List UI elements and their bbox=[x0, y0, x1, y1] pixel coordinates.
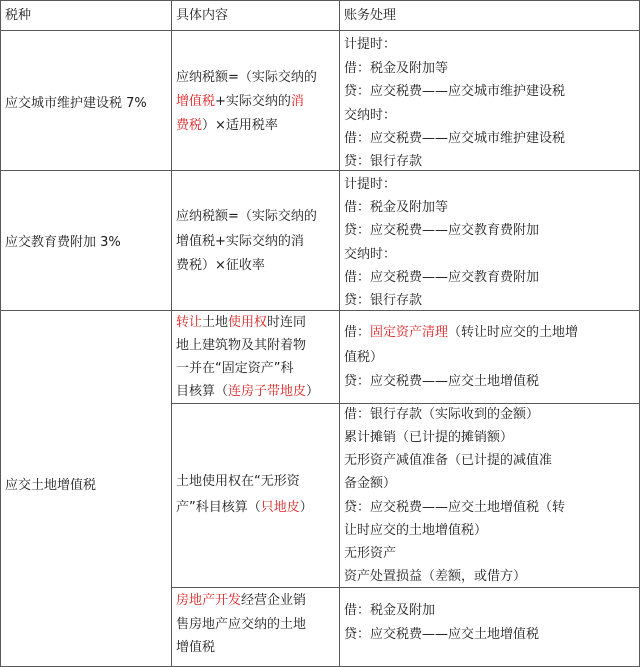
header-accounting: 账务处理 bbox=[344, 8, 397, 23]
accounting-line: 贷：应交税费——应交土地增值税（转 bbox=[344, 500, 566, 515]
content-line bbox=[176, 118, 278, 134]
tax-type-cell: 应交土地增值税 bbox=[5, 478, 97, 493]
highlight-text: 消 bbox=[290, 94, 304, 109]
text-segment: ） bbox=[299, 500, 313, 515]
text-segment: 时连同 bbox=[267, 315, 307, 330]
content-line: 增值税 bbox=[176, 640, 216, 655]
accounting-line: 借：应交税费——应交教育费附加 bbox=[344, 270, 540, 285]
accounting-line: 交纳时： bbox=[344, 247, 397, 262]
content-line: 应纳税额=（实际交纳的 bbox=[176, 209, 317, 224]
column-divider bbox=[339, 0, 340, 667]
text-segment: 借： bbox=[344, 325, 371, 340]
accounting-line: 借：税金及附加等 bbox=[344, 61, 449, 76]
sub-row-divider bbox=[171, 403, 640, 404]
accounting-line: 备金额） bbox=[344, 476, 397, 491]
accounting-line: 累计摊销（已计提的摊销额） bbox=[344, 430, 514, 445]
content-line bbox=[176, 94, 304, 110]
accounting-line: 让时应交的土地增值税） bbox=[344, 523, 488, 538]
accounting-line: 交纳时： bbox=[344, 108, 397, 123]
accounting-line: 借：银行存款（实际收到的金额） bbox=[344, 407, 540, 422]
accounting-line: 贷：应交税费——应交教育费附加 bbox=[344, 223, 540, 238]
accounting-line: 资产处置损益（差额，或借方） bbox=[344, 569, 527, 584]
accounting-line: 借：应交税费——应交城市维护建设税 bbox=[344, 131, 566, 146]
accounting-line: 值税） bbox=[344, 350, 384, 365]
column-divider bbox=[171, 0, 172, 667]
text-segment: （转让时应交的土地增 bbox=[448, 325, 579, 340]
highlight-text: 使用权 bbox=[228, 315, 268, 330]
content-line bbox=[176, 593, 306, 609]
sub-row-divider bbox=[171, 587, 640, 588]
accounting-line: 无形资产 bbox=[344, 546, 397, 561]
text-segment: ）×适用税率 bbox=[202, 118, 278, 133]
row-divider bbox=[0, 170, 640, 171]
tax-type-cell: 应交教育费附加 3% bbox=[5, 235, 121, 250]
header-content: 具体内容 bbox=[176, 8, 229, 23]
content-line: 土地使用权在“无形资 bbox=[176, 474, 300, 489]
accounting-line: 无形资产减值准备（已计提的减值准 bbox=[344, 453, 553, 468]
accounting-line bbox=[344, 325, 578, 341]
content-line: 增值税+实际交纳的消 bbox=[176, 234, 304, 249]
highlight-text: 费税 bbox=[176, 118, 203, 133]
content-line bbox=[176, 384, 319, 400]
text-segment: ） bbox=[306, 384, 320, 399]
content-line: 地上建筑物及其附着物 bbox=[176, 338, 307, 353]
row-divider bbox=[0, 310, 640, 311]
content-line: 应纳税额=（实际交纳的 bbox=[176, 70, 317, 85]
highlight-text: 增值税 bbox=[176, 94, 216, 109]
highlight-text: 只地皮 bbox=[260, 500, 300, 515]
accounting-line: 贷：应交税费——应交城市维护建设税 bbox=[344, 84, 566, 99]
text-segment: 产”科目核算（ bbox=[176, 500, 261, 515]
highlight-text: 固定资产清理 bbox=[370, 325, 449, 340]
text-segment: 目核算（ bbox=[176, 384, 229, 399]
highlight-text: 连房子带地皮 bbox=[228, 384, 307, 399]
content-line: 费税）×征收率 bbox=[176, 258, 265, 273]
accounting-line: 计提时： bbox=[344, 37, 397, 52]
content-line bbox=[176, 315, 306, 331]
accounting-line: 计提时： bbox=[344, 177, 397, 192]
accounting-line: 贷：银行存款 bbox=[344, 154, 423, 169]
header-tax-type: 税种 bbox=[5, 8, 32, 23]
accounting-line: 借：税金及附加 bbox=[344, 603, 436, 618]
accounting-line: 贷：应交税费——应交土地增值税 bbox=[344, 627, 540, 642]
text-segment: 经营企业销 bbox=[241, 593, 307, 608]
table-border-left bbox=[0, 0, 1, 667]
accounting-line: 贷：应交税费——应交土地增值税 bbox=[344, 374, 540, 389]
tax-type-cell: 应交城市维护建设税 7% bbox=[5, 96, 147, 111]
accounting-line: 借：税金及附加等 bbox=[344, 200, 449, 215]
accounting-line: 贷：银行存款 bbox=[344, 293, 423, 308]
text-segment: 土地 bbox=[202, 315, 229, 330]
header-divider bbox=[0, 30, 640, 31]
highlight-text: 转让 bbox=[176, 315, 203, 330]
content-line: 售房地产应交纳的土地 bbox=[176, 617, 307, 632]
highlight-text: 房地产开发 bbox=[176, 593, 242, 608]
table-border-top bbox=[0, 0, 640, 1]
content-line: 一并在“固定资产”科 bbox=[176, 361, 294, 376]
content-line bbox=[176, 500, 313, 516]
text-segment: +实际交纳的 bbox=[215, 94, 291, 109]
